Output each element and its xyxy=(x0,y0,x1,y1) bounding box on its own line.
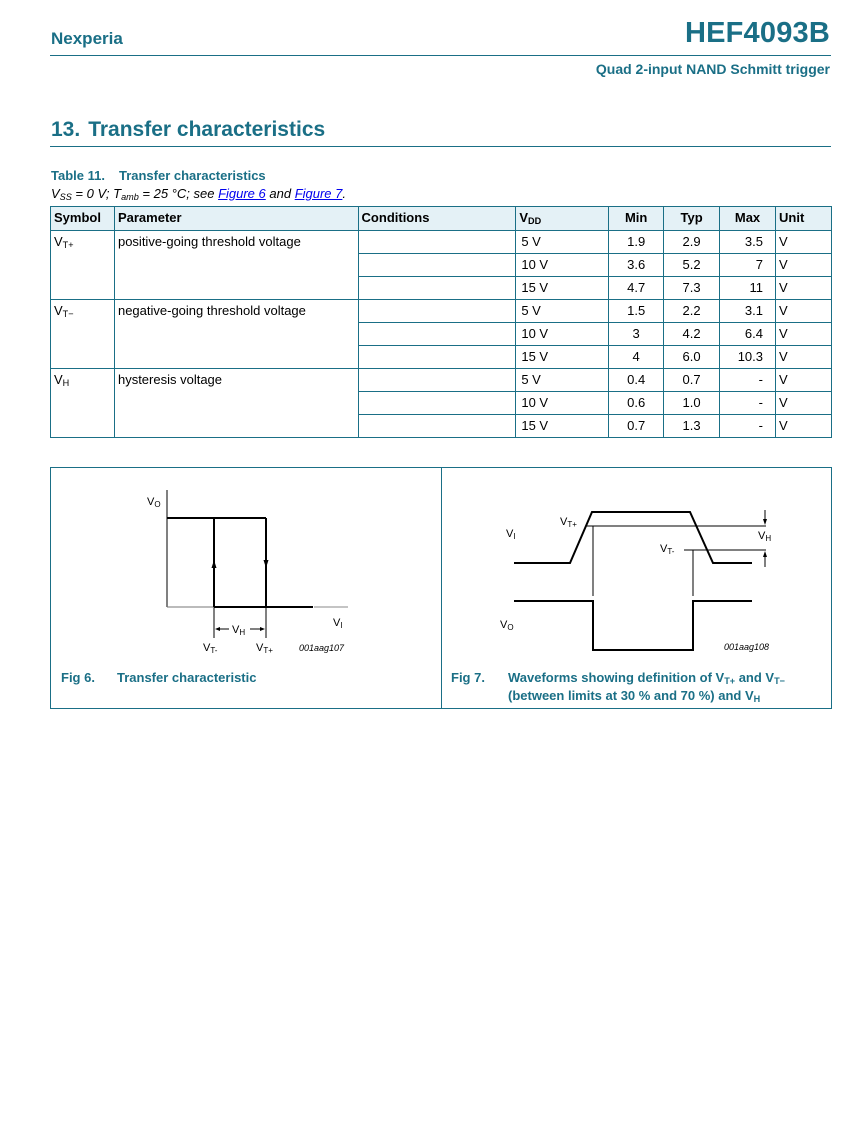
symbol-cell xyxy=(51,231,115,300)
vdd-cell: 10 V xyxy=(516,392,609,415)
vdd-cell: 5 V xyxy=(516,300,609,323)
title-sub: T+ xyxy=(724,676,736,686)
min-cell: 1.5 xyxy=(609,300,664,323)
figure-code: 001aag108 xyxy=(724,642,770,652)
symbol-sub: T+ xyxy=(62,240,74,250)
min-cell: 1.9 xyxy=(609,231,664,254)
vdd-cell: 5 V xyxy=(516,369,609,392)
unit-cell: V xyxy=(776,254,832,277)
typ-cell: 7.3 xyxy=(664,277,720,300)
vtp-label: VT+ xyxy=(256,642,273,655)
figure-7-link[interactable]: Figure 7 xyxy=(294,186,343,201)
unit-cell: V xyxy=(776,300,832,323)
symbol-cell xyxy=(51,369,115,438)
min-cell: 4 xyxy=(609,346,664,369)
header-max: Max xyxy=(720,207,776,231)
transfer-characteristics-table xyxy=(50,206,832,438)
conditions-cell xyxy=(358,415,516,438)
header-min: Min xyxy=(609,207,664,231)
min-cell: 3 xyxy=(609,323,664,346)
part-number: HEF4093B xyxy=(684,17,830,49)
header-unit: Unit xyxy=(776,207,832,231)
conditions-cell xyxy=(358,231,516,254)
note-and: and xyxy=(265,186,295,201)
min-cell: 0.4 xyxy=(609,369,664,392)
conditions-cell xyxy=(358,254,516,277)
figure-7-panel xyxy=(441,467,832,709)
header-vdd-v: V xyxy=(519,210,529,225)
symbol-text: V xyxy=(54,372,63,387)
section-heading xyxy=(51,118,325,142)
table-body xyxy=(51,231,832,438)
vi-label: VI xyxy=(333,617,343,630)
typ-cell: 1.3 xyxy=(664,415,720,438)
vtm-label: VT- xyxy=(203,642,218,655)
arrow-up-icon xyxy=(212,560,217,568)
section-number: 13. xyxy=(51,118,81,141)
vtp-label: VT+ xyxy=(560,516,577,529)
table-row xyxy=(51,231,832,254)
max-cell: 7 xyxy=(720,254,776,277)
vdd-cell: 15 V xyxy=(516,346,609,369)
conditions-cell xyxy=(358,300,516,323)
title-sub: H xyxy=(753,694,761,704)
vdd-cell: 5 V xyxy=(516,231,609,254)
table-row xyxy=(51,369,832,392)
title-sub: T− xyxy=(774,676,785,686)
symbol-text: V xyxy=(54,234,63,249)
parameter-cell: hysteresis voltage xyxy=(114,369,358,438)
note-end: . xyxy=(342,186,347,201)
symbol-sub: T− xyxy=(62,309,74,319)
header-vdd xyxy=(516,207,609,231)
header-vdd-sub: DD xyxy=(528,216,542,226)
conditions-cell xyxy=(358,277,516,300)
note-tamb-sub: amb xyxy=(121,192,139,202)
vtm-label: VT- xyxy=(660,543,675,556)
conditions-cell xyxy=(358,369,516,392)
max-cell: - xyxy=(720,369,776,392)
typ-cell: 6.0 xyxy=(664,346,720,369)
conditions-cell xyxy=(358,392,516,415)
note-text-1: = 0 V; T xyxy=(71,186,122,201)
output-waveform xyxy=(514,601,752,650)
vh-label: VH xyxy=(758,530,772,543)
vo-label: VO xyxy=(500,619,514,632)
header-parameter: Parameter xyxy=(114,207,358,231)
unit-cell: V xyxy=(776,392,832,415)
symbol-text: V xyxy=(54,303,63,318)
typ-cell: 5.2 xyxy=(664,254,720,277)
header-symbol: Symbol xyxy=(51,207,115,231)
section-rule xyxy=(50,146,831,147)
min-cell: 0.7 xyxy=(609,415,664,438)
unit-cell: V xyxy=(776,369,832,392)
table-header-row xyxy=(51,207,832,231)
table-caption xyxy=(51,168,266,183)
vh-label: VH xyxy=(232,624,246,637)
title-text: Waveforms showing definition of V xyxy=(508,670,725,685)
arrow-left-icon xyxy=(215,627,220,631)
input-waveform xyxy=(514,512,752,563)
note-text-2: = 25 °C; see xyxy=(138,186,219,201)
symbol-sub: H xyxy=(62,378,70,388)
header-typ: Typ xyxy=(664,207,720,231)
table-title: Transfer characteristics xyxy=(118,168,266,183)
figure-6-title: Transfer characteristic xyxy=(117,670,257,685)
figure-code: 001aag107 xyxy=(299,643,345,653)
vo-label: VO xyxy=(147,496,161,509)
figure-6-label: Fig 6. xyxy=(61,670,95,685)
arrow-down-icon xyxy=(264,560,269,568)
figure-7-title-line2 xyxy=(508,687,760,705)
note-vss-sub: SS xyxy=(59,192,72,202)
transfer-characteristic-diagram xyxy=(51,468,441,668)
brand-name: Nexperia xyxy=(51,29,123,48)
unit-cell: V xyxy=(776,346,832,369)
document-subtitle: Quad 2-input NAND Schmitt trigger xyxy=(595,61,830,77)
typ-cell: 2.2 xyxy=(664,300,720,323)
min-cell: 0.6 xyxy=(609,392,664,415)
table-conditions-note xyxy=(51,186,346,201)
figure-7-title-line1 xyxy=(508,669,785,687)
arrow-up-icon xyxy=(763,551,767,557)
max-cell: 3.1 xyxy=(720,300,776,323)
note-vss: V xyxy=(51,186,60,201)
arrow-right-icon xyxy=(260,627,265,631)
unit-cell: V xyxy=(776,277,832,300)
table-row xyxy=(51,300,832,323)
title-text: (between limits at 30 % and 70 %) and V xyxy=(508,688,754,703)
figure-6-panel xyxy=(50,467,442,709)
max-cell: - xyxy=(720,392,776,415)
typ-cell: 2.9 xyxy=(664,231,720,254)
max-cell: - xyxy=(720,415,776,438)
unit-cell: V xyxy=(776,415,832,438)
parameter-cell: positive-going threshold voltage xyxy=(114,231,358,300)
vdd-cell: 15 V xyxy=(516,277,609,300)
vdd-cell: 10 V xyxy=(516,254,609,277)
max-cell: 11 xyxy=(720,277,776,300)
conditions-cell xyxy=(358,346,516,369)
header-rule xyxy=(50,55,831,56)
vdd-cell: 15 V xyxy=(516,415,609,438)
table-label: Table 11. xyxy=(51,168,105,183)
max-cell: 3.5 xyxy=(720,231,776,254)
vi-label: VI xyxy=(506,528,516,541)
unit-cell: V xyxy=(776,231,832,254)
max-cell: 10.3 xyxy=(720,346,776,369)
section-title: Transfer characteristics xyxy=(88,118,326,141)
header-conditions: Conditions xyxy=(358,207,516,231)
typ-cell: 1.0 xyxy=(664,392,720,415)
arrow-down-icon xyxy=(763,519,767,525)
symbol-cell xyxy=(51,300,115,369)
unit-cell: V xyxy=(776,323,832,346)
waveforms-diagram xyxy=(442,468,831,668)
max-cell: 6.4 xyxy=(720,323,776,346)
typ-cell: 4.2 xyxy=(664,323,720,346)
figure-6-link[interactable]: Figure 6 xyxy=(218,186,266,201)
typ-cell: 0.7 xyxy=(664,369,720,392)
figure-7-label: Fig 7. xyxy=(451,670,485,685)
vdd-cell: 10 V xyxy=(516,323,609,346)
min-cell: 4.7 xyxy=(609,277,664,300)
conditions-cell xyxy=(358,323,516,346)
min-cell: 3.6 xyxy=(609,254,664,277)
parameter-cell: negative-going threshold voltage xyxy=(114,300,358,369)
title-text: and V xyxy=(735,670,775,685)
